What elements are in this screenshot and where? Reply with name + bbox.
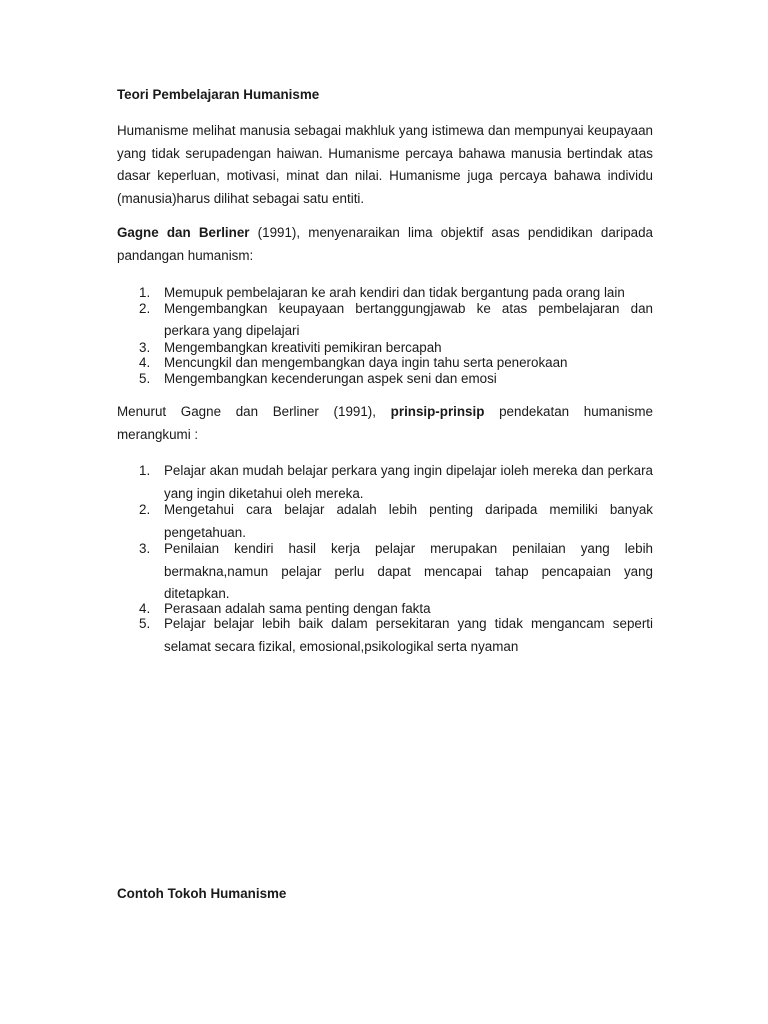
list-text: Pelajar akan mudah belajar perkara yang ingin dipelajar ioleh mereka dan perkara yang ingin diketahui oleh mereka. xyxy=(164,463,653,501)
gagne-text: (1991), menyenaraikan lima objektif asas pendidikan daripada pandangan humanism: xyxy=(117,225,653,263)
list-item xyxy=(117,340,653,356)
list-text: Memupuk pembelajaran ke arah kendiri dan tidak bergantung pada orang lain xyxy=(164,285,625,300)
menurut-text-pre: Menurut Gagne dan Berliner (1991), xyxy=(117,404,391,419)
objectives-list xyxy=(117,285,653,387)
list-text: Mengetahui cara belajar adalah lebih penting daripada memiliki banyak pengetahuan. xyxy=(164,502,653,540)
principles-list xyxy=(117,460,653,658)
list-number: 5. xyxy=(139,371,151,387)
list-number: 2. xyxy=(139,300,151,316)
menurut-paragraph xyxy=(117,401,653,446)
menurut-text-post: pendekatan humanisme merangkumi : xyxy=(117,404,654,442)
list-item xyxy=(117,355,653,371)
gagne-author: Gagne dan Berliner xyxy=(117,225,250,240)
list-number: 3. xyxy=(139,339,151,355)
document-title: Teori Pembelajaran Humanisme xyxy=(117,87,320,102)
list-number: 3. xyxy=(139,541,151,556)
list-text: Mengembangkan keupayaan bertanggungjawab ke atas pembelajaran dan perkara yang dipelajari xyxy=(164,300,653,339)
list-text: Mencungkil dan mengembangkan daya ingin tahu serta penerokaan xyxy=(164,355,568,371)
list-number: 4. xyxy=(139,600,151,616)
list-item xyxy=(117,371,653,387)
list-text: Pelajar belajar lebih baik dalam persekitaran yang tidak mengancam seperti selamat secara fizikal, emosional,psikologikal serta nyaman xyxy=(164,616,653,654)
intro-text: Humanisme melihat manusia sebagai makhluk yang istimewa dan mempunyai keupayaan yang tidak serupadengan haiwan. Humanisme percaya bahawa manusia bertindak atas dasar keperluan, motivasi, minat dan nilai. Humanisme juga percaya bahawa individu (manusia)harus dilihat sebagai satu entiti. xyxy=(117,123,653,206)
section-heading-contoh-tokoh: Contoh Tokoh Humanisme xyxy=(117,886,287,901)
list-number: 4. xyxy=(139,355,151,371)
list-text: Perasaan adalah sama penting dengan fakta xyxy=(164,600,431,616)
gagne-paragraph xyxy=(117,222,653,267)
list-number: 2. xyxy=(139,502,151,517)
list-text: Mengembangkan kecenderungan aspek seni dan emosi xyxy=(164,371,497,387)
list-text: Mengembangkan kreativiti pemikiran bercapah xyxy=(164,339,442,355)
list-number: 1. xyxy=(139,463,151,478)
list-text: Penilaian kendiri hasil kerja pelajar merupakan penilaian yang lebih bermakna,namun pelajar perlu dapat mencapai tahap pencapaian yang ditetapkan. xyxy=(164,541,653,601)
list-item xyxy=(117,538,653,606)
menurut-bold-term: prinsip-prinsip xyxy=(390,404,485,419)
list-number: 5. xyxy=(139,616,151,632)
list-item xyxy=(117,613,653,658)
intro-paragraph xyxy=(117,120,653,210)
list-item xyxy=(117,298,653,343)
list-number: 1. xyxy=(139,285,151,300)
